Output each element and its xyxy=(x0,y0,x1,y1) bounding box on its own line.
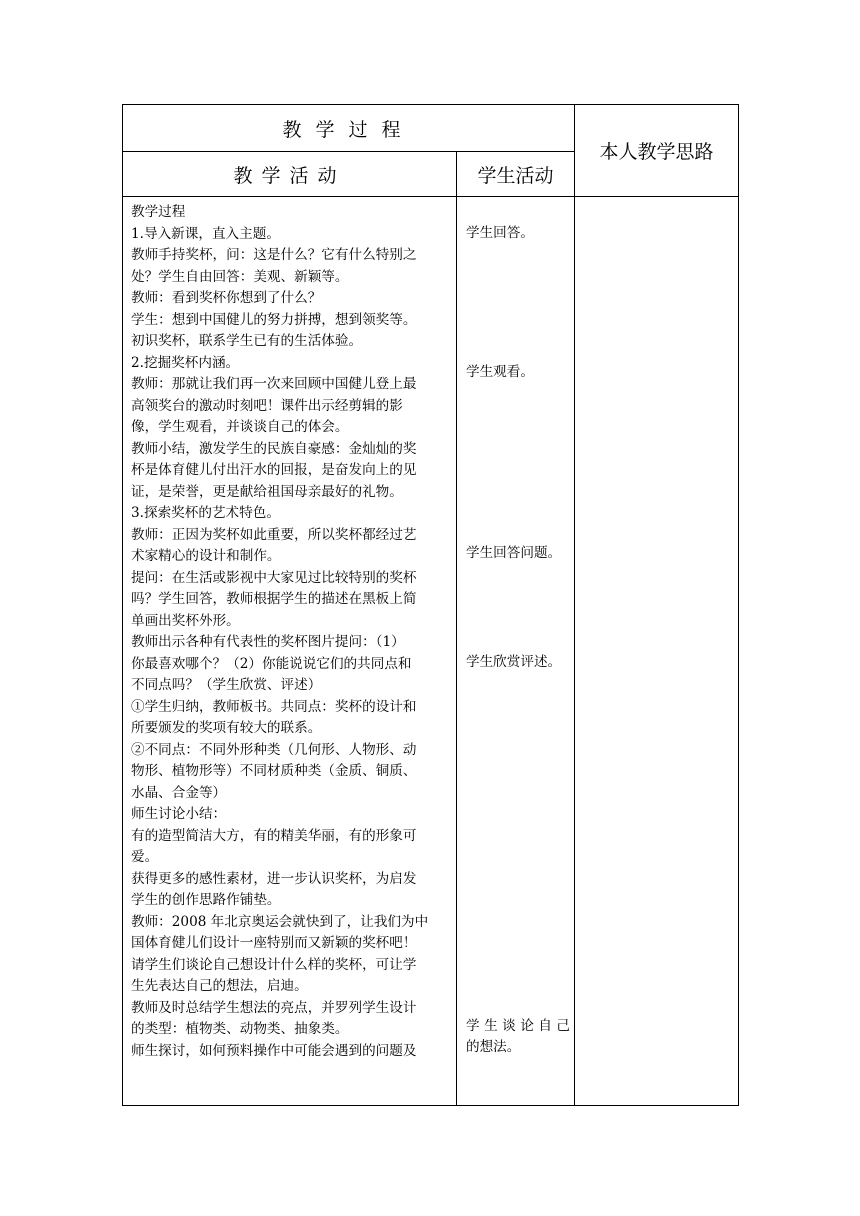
teacher-line: 3.探索奖杯的艺术特色。 xyxy=(131,505,280,521)
teacher-line: 教师小结，激发学生的民族自豪感：金灿灿的奖 xyxy=(131,440,417,457)
teacher-line: 初识奖杯，联系学生已有的生活体验。 xyxy=(131,333,363,349)
teacher-line: 教师：那就让我们再一次来回顾中国健儿登上最 xyxy=(131,376,417,392)
header-my-teaching-ideas xyxy=(575,105,739,197)
teacher-line: 教师：看到奖杯你想到了什么？ xyxy=(131,290,322,306)
student-activity-cell xyxy=(457,197,575,1106)
teacher-line: 学生：想到中国健儿的努力拼搏，想到领奖等。 xyxy=(131,311,417,328)
teacher-line: 单画出奖杯外形。 xyxy=(131,612,240,629)
teacher-line: 请学生们谈论自己想设计什么样的奖杯，可让学 xyxy=(131,956,417,973)
teacher-line: 处？学生自由回答：美观、新颖等。 xyxy=(131,268,349,285)
teacher-line: 有的造型简洁大方，有的精美华丽，有的形象可 xyxy=(131,827,417,844)
teacher-line: 国体育健儿们设计一座特别而又新颖的奖杯吧！ xyxy=(131,935,417,951)
header-student-activity xyxy=(457,152,575,197)
header-teaching-activity xyxy=(123,152,457,197)
teacher-line: 不同点吗？（学生欣赏、评述） xyxy=(131,677,322,693)
teacher-line: 术家精心的设计和制作。 xyxy=(131,548,281,564)
student-note-discuss-2: 的想法。 xyxy=(466,1039,521,1055)
teacher-activity-text xyxy=(131,202,450,1062)
teacher-line: 教学过程 xyxy=(131,204,186,220)
teacher-line: 你最喜欢哪个？（2）你能说说它们的共同点和 xyxy=(131,655,412,672)
header-teaching-process-text: 教学过程 xyxy=(282,118,415,141)
teacher-line: 教师手持奖杯，问：这是什么？它有什么特别之 xyxy=(131,247,417,263)
teacher-line: 教师：2008 年北京奥运会就快到了，让我们为中 xyxy=(131,913,429,930)
teacher-line: 教师：正因为奖杯如此重要，所以奖杯都经过艺 xyxy=(131,526,417,543)
teacher-line: 证，是荣誉，更是献给祖国母亲最好的礼物。 xyxy=(131,483,403,500)
header-teaching-process xyxy=(123,105,575,152)
teacher-line: 高领奖台的激动时刻吧！课件出示经剪辑的影 xyxy=(131,397,403,414)
teacher-line: ②不同点：不同外形种类（几何形、人物形、动 xyxy=(131,741,417,758)
teacher-line: 获得更多的感性素材，进一步认识奖杯，为启发 xyxy=(131,870,417,887)
header-teaching-activity-text: 教学活动 xyxy=(233,164,346,187)
teacher-line: 杯是体育健儿付出汗水的回报，是奋发向上的见 xyxy=(131,462,417,478)
teacher-activity-cell xyxy=(123,197,457,1106)
header-student-activity-text: 学生活动 xyxy=(477,164,554,187)
teacher-line: ①学生归纳，教师板书。共同点：奖杯的设计和 xyxy=(131,698,417,715)
teacher-line: 师生探讨，如何预料操作中可能会遇到的问题及 xyxy=(131,1042,417,1059)
teacher-line: 像，学生观看，并谈谈自己的体会。 xyxy=(131,419,349,435)
student-note-answer: 学生回答。 xyxy=(466,225,534,241)
teacher-line: 1.导入新课，直入主题。 xyxy=(131,225,280,242)
teacher-line: 提问：在生活或影视中大家见过比较特别的奖杯 xyxy=(131,569,417,586)
teacher-line: 所要颁发的奖项有较大的联系。 xyxy=(131,720,322,736)
teacher-line: 教师及时总结学生想法的亮点，并罗列学生设计 xyxy=(131,999,417,1016)
teacher-line: 2.挖掘奖杯内涵。 xyxy=(131,354,240,371)
student-note-discuss-1: 学生谈论自己 xyxy=(466,1018,570,1034)
teacher-line: 师生讨论小结： xyxy=(131,806,227,822)
teacher-line: 吗？学生回答，教师根据学生的描述在黑板上简 xyxy=(131,591,417,607)
teacher-line: 学生的创作思路作铺垫。 xyxy=(131,892,281,908)
teacher-line: 水晶、合金等） xyxy=(131,784,227,801)
teacher-line: 的类型：植物类、动物类、抽象类。 xyxy=(131,1021,349,1037)
teacher-line: 物形、植物形等）不同材质种类（金质、铜质、 xyxy=(131,763,417,779)
student-note-answer-questions: 学生回答问题。 xyxy=(466,545,562,561)
header-my-teaching-ideas-text: 本人教学思路 xyxy=(599,141,714,163)
student-note-appreciate: 学生欣赏评述。 xyxy=(466,654,562,670)
teacher-line: 教师出示各种有代表性的奖杯图片提问：（1） xyxy=(131,634,405,650)
teacher-line: 爱。 xyxy=(131,849,159,865)
my-ideas-cell xyxy=(575,197,739,1106)
teacher-line: 生先表达自己的想法，启迪。 xyxy=(131,978,308,994)
student-note-watch: 学生观看。 xyxy=(466,364,534,380)
lesson-plan-table xyxy=(122,104,739,1106)
